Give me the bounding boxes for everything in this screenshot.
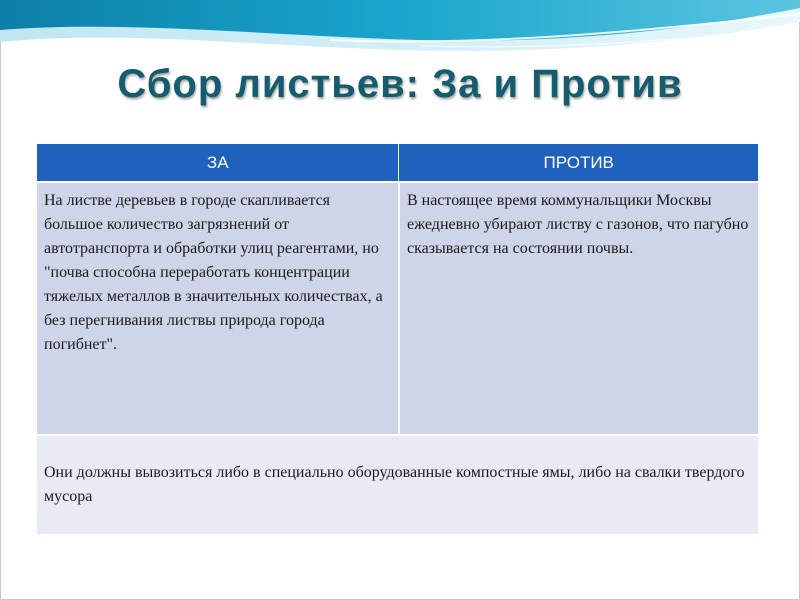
wave-decoration — [0, 0, 800, 70]
slide-title: Сбор листьев: За и Против — [117, 62, 683, 106]
pros-cons-table — [37, 144, 758, 534]
con-argument-cell: В настоящее время коммунальщики Москвы ежедневно убирают листву с газонов, что пагубно сказывается на состоянии почвы. — [399, 182, 758, 435]
summary-cell: Они должны вывозиться либо в специально оборудованные компостные ямы, либо на свалки твердого мусора — [37, 435, 758, 534]
table-header-row — [37, 144, 758, 182]
pro-argument-cell: На листве деревьев в городе скапливается большое количество загрязнений от автотранспорта и обработки улиц реагентами, но "почва способна переработать концентрации тяжелых металлов в значительных количествах, а без перегнивания листвы природа города погибнет". — [37, 182, 399, 435]
header-con: ПРОТИВ — [399, 144, 758, 182]
table-row — [37, 182, 758, 435]
table-summary-row — [37, 435, 758, 534]
header-pro: ЗА — [37, 144, 399, 182]
